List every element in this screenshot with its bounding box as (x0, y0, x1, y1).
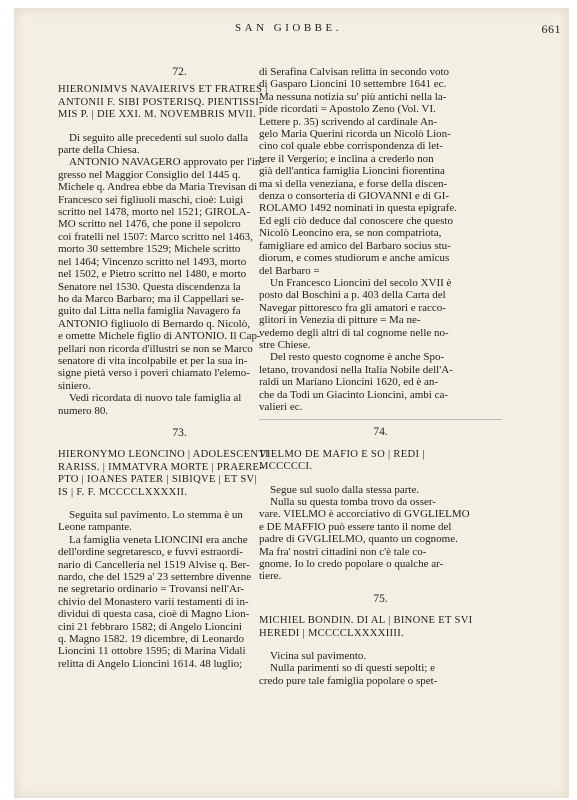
text-line: valieri ec. (259, 400, 303, 413)
text-line: vedemo degli altri di tal cognome nelle no- (259, 326, 449, 339)
text-line: q. Magno 1582. 19 dicembre, di Leonardo (58, 633, 245, 646)
location-75 (259, 650, 502, 662)
text-line: e omette Michele figlio di ANTONIO. Il Cap- (58, 330, 261, 343)
text-line: posto dal Boschini a p. 403 della Carta del (259, 289, 446, 302)
text-line: pide ricordati = Apostolo Zeno (Vol. VI. (259, 103, 436, 116)
text-line: stre Chiese. (259, 338, 311, 351)
text-line: Nulla su questa tomba trovo da osser- (270, 496, 436, 508)
text-line: nel 1502, e Pietro scritto nel 1480, e morto (58, 268, 247, 281)
text-line: e DE MAFFIO può essere tanto il nome del (259, 520, 452, 533)
text-line: Senatore nel 1530. Questa discendenza la (58, 280, 241, 293)
text-line: famigliare ed amico del Barbaro socius stu- (259, 239, 451, 252)
entry-number-74: 74. (373, 426, 388, 439)
right-column (259, 66, 502, 687)
text-line: nel 1464; Vincenzo scritto nel 1493, morto (58, 255, 247, 268)
inscription-line: PTO | IOANES PATER | SIBIQVE | ET SV| (58, 474, 257, 486)
text-line: diorum, e comes studiorum e anche amicus (259, 252, 450, 265)
inscription-75 (259, 615, 502, 640)
inscription-line: ANTONII F. SIBI POSTERISQ. PIENTISSI- (58, 96, 263, 108)
running-head (0, 22, 577, 38)
text-line: cini 21 febbraro 1582; di Angelo Lioncini (58, 620, 242, 633)
inscription-line: HEREDI | MCCCCLXXXXIIII. (259, 627, 404, 639)
text-line: ma si della veneziana, e forse della discen- (259, 177, 448, 190)
text-line: nario di Cancelleria nel 1519 Alvise q. Ber- (58, 558, 250, 571)
text-line: denza o consorteria di GIOVANNI e di GI- (259, 190, 450, 203)
inscription-line: MCCCCCI. (259, 461, 313, 473)
text-line: dividui di questa casa, cioè di Magno Lion- (58, 608, 250, 621)
text-line: MO scritto nel 1476, che pone il sepolcro (58, 218, 241, 231)
text-line: ANTONIO figliuolo di Bernardo q. Nicolò, (58, 317, 250, 330)
inscription-line: HIERONYMO LEONCINO | ADOLESCENTI (58, 449, 269, 461)
text-line: Lettere p. 35) scrivendo al cardinale An- (259, 115, 438, 128)
text-line: cino col quale ebbe corrispondenza di let- (259, 140, 443, 153)
page-number: 661 (541, 22, 561, 36)
text-line: ho da Marco Barbaro; ma il Cappellari se- (58, 292, 245, 305)
inscription-74 (259, 449, 502, 474)
text-line: dell'ordine segretaresco, e fuvvi estraordi- (58, 546, 243, 559)
text-line: tere il Vergerio; e inclina a crederlo non (259, 152, 434, 165)
text-line: parte della Chiesa. (58, 144, 140, 157)
text-line: numero 80. (58, 404, 109, 417)
entry-number-75: 75. (373, 592, 388, 605)
commentary-74 (259, 496, 502, 583)
text-line: scritto nel 1478, morto nel 1521; GIROLA- (58, 206, 251, 219)
continuation-73 (259, 66, 502, 277)
text-line: Ma fra' nostri cittadini non c'è tale co- (259, 545, 427, 558)
text-line: Ma nessuna notizia su' più antichi nella la- (259, 90, 447, 103)
text-line: guito dal Litta nella famiglia Navagero fa (58, 305, 241, 318)
text-line: che da Todi un Giacinto Lioncini, ambi ca- (259, 388, 449, 401)
text-line: ANTONIO NAVAGERO approvato per l'in- (69, 156, 265, 169)
text-line: senatore di vita incolpabile et per la sua in- (58, 354, 248, 367)
text-line: La famiglia veneta LIONCINI era anche (69, 533, 248, 546)
text-line: Del resto questo cognome è anche Spo- (270, 351, 445, 364)
text-line: Lioncini 11 ottobre 1595; di Marina Vidali (58, 645, 246, 658)
running-title: SAN GIOBBE. (235, 22, 342, 34)
entry-number-72: 72. (172, 66, 187, 78)
commentary-75 (259, 662, 502, 687)
text-line: ROLAMO 1492 nominati in questa epigrafe. (259, 202, 457, 215)
text-line: Seguita sul pavimento. Lo stemma è un (69, 509, 243, 521)
inscription-line: RARISS. | IMMATVRA MORTE | PRAERE- (58, 461, 264, 473)
text-line: Nulla parimenti so di questi sepolti; e (270, 662, 435, 675)
text-line: chivio del Monastero varii testamenti di in- (58, 595, 249, 608)
entry-number-73: 73. (172, 426, 187, 439)
text-line: gnome. Io lo credo popolare o qualche ar- (259, 558, 444, 571)
text-line: Vedi ricordata di nuovo tale famiglia al (69, 392, 242, 405)
text-line: Segue sul suolo dalla stessa parte. (270, 483, 420, 496)
inscription-line: VIELMO DE MAFIO E SO | REDI | (259, 448, 425, 460)
text-line: morto 30 settembre 1529; Michele scritto (58, 243, 241, 256)
inscription-line: HIERONIMVS NAVAIERIVS ET FRATRES | (58, 84, 268, 96)
text-line: signe pietà verso i poveri chiamato l'elemo- (58, 367, 250, 380)
text-line: già dell'antica famiglia Lioncini fiorentina (259, 165, 445, 178)
text-line: credo pure tale famiglia popolare o spet- (259, 674, 438, 687)
text-line: padre di GVGLIELMO, quanto un cognome. (259, 533, 458, 546)
text-line: relitta di Angelo Lioncini 1614. 48 luglio; (58, 657, 243, 670)
text-line: Nicolò Leoncino era, se non compatriota, (259, 227, 442, 240)
text-line: letano, trovandosi nella Italia Nobile dell'A- (259, 363, 453, 376)
location-74 (259, 484, 502, 496)
inscription-line: IS | F. F. MCCCCLXXXXII. (58, 486, 188, 498)
text-line: nardo, che del 1529 a' 23 settembre divenne (58, 571, 252, 584)
text-line: tiere. (259, 570, 282, 583)
inscription-line: MIS P. | DIE XXI. M. NOVEMBRIS MVII. (58, 109, 257, 121)
text-line: siniero. (58, 379, 91, 392)
text-line: di Serafina Calvisan relitta in secondo voto (259, 66, 450, 78)
text-line: Leone rampante. (58, 521, 132, 534)
text-line: Di seguito alle precedenti sul suolo dalla (69, 131, 249, 144)
continuation-3 (259, 351, 502, 413)
inscription-line: MICHIEL BONDIN. DI AL | BINONE ET SVI (259, 615, 473, 627)
continuation-2 (259, 277, 502, 351)
text-line: Navegar pittoresco fra gli amatori e racco- (259, 301, 446, 314)
text-line: glitori in Venezia di pitture = Ma ne- (259, 314, 421, 327)
text-line: gelo Maria Querini ricorda un Nicolò Lion- (259, 128, 451, 141)
text-line: vare. VIELMO è accorciativo di GVGLIELMO (259, 508, 470, 521)
text-line: del Barbaro = (259, 264, 320, 277)
text-line: raldi un Mariano Lioncini 1620, ed è an- (259, 376, 439, 389)
text-line: di Gasparo Lioncini 10 settembre 1641 ec. (259, 78, 447, 91)
text-line: Ed egli ciò deduce dal conoscere che questo (259, 214, 453, 227)
text-line: coi fratelli nel 1507: Marco scritto nel 1463, (58, 230, 253, 243)
text-line: Vicina sul pavimento. (270, 650, 367, 663)
text-line: gresso nel Maggior Consiglio del 1445 q. (58, 168, 241, 181)
text-line: Un Francesco Lioncini del secolo XVII è (270, 276, 452, 289)
text-line: Michele q. Andrea ebbe da Maria Trevisan di (58, 181, 258, 194)
text-line: ne segretario ordinario = Trovansi nell'Ar- (58, 583, 245, 596)
text-line: pellari non ricorda d'illustri se non se Marco (58, 342, 253, 355)
text-line: Francesco sei figliuoli maschi, cioè: Luigi (58, 193, 244, 206)
